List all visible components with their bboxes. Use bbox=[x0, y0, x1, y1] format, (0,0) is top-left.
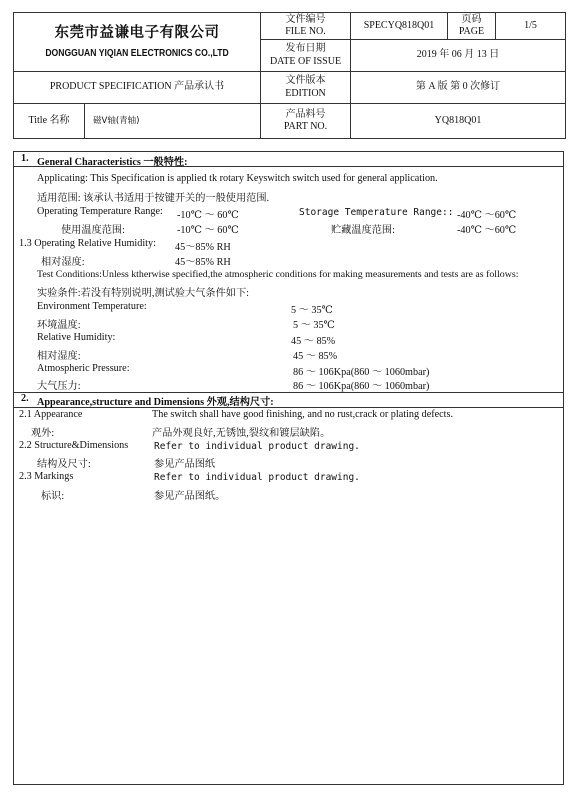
env-temp-cn: 环境温度: bbox=[37, 320, 81, 331]
company-name-en: DONGGUAN YIQIAN ELECTRONICS CO.,LTD bbox=[45, 46, 229, 59]
date-value: 2019 年 06 月 13 日 bbox=[351, 40, 566, 72]
appearance-cn: 观外: bbox=[31, 428, 55, 439]
page-label-cn: 页码 bbox=[461, 13, 482, 25]
atm-pressure-cn-value: 86 ～ 106Kpa(860 ～ 1060mbar) bbox=[293, 381, 430, 392]
rh-value: 45 ～ 85% bbox=[291, 336, 336, 347]
section-2-number: 2. bbox=[21, 393, 29, 404]
humidity-value: 45～85% RH bbox=[175, 242, 231, 253]
page-value: 1/5 bbox=[496, 13, 566, 40]
markings-value: Refer to individual product drawing. bbox=[154, 472, 360, 483]
rh-cn: 相对湿度: bbox=[37, 351, 81, 362]
part-no-label-cn: 产品料号 bbox=[285, 108, 326, 120]
page-label bbox=[448, 13, 496, 40]
edition-label-en: EDITION bbox=[285, 87, 326, 99]
appearance-label: 2.1 Appearance bbox=[19, 409, 83, 420]
humidity-cn-value: 45～85% RH bbox=[175, 257, 231, 268]
env-temp-cn-value: 5 ～ 35℃ bbox=[293, 320, 335, 331]
humidity-cn: 相对湿度: bbox=[41, 257, 85, 268]
atm-pressure-label: Atmospheric Pressure: bbox=[37, 363, 130, 374]
storage-temp-cn-value: -40℃ ～60℃ bbox=[457, 225, 517, 236]
test-conditions-en: Test Conditions:Unless ktherwise specified,the atmospheric conditions for making measurements and tests are as follows: bbox=[37, 269, 519, 280]
section-1-heading: General Characteristics 一般特性: bbox=[37, 157, 188, 168]
structure-cn-value: 参见产品图纸 bbox=[154, 459, 216, 470]
storage-temp-value: -40℃ ～60℃ bbox=[457, 210, 517, 221]
spec-body bbox=[13, 151, 564, 785]
markings-cn: 标识: bbox=[41, 491, 65, 502]
product-spec-title: PRODUCT SPECIFICATION 产品承认书 bbox=[14, 72, 261, 104]
applying-en: Applicating: This Specification is applied tk rotary Keyswitch switch used for general application. bbox=[37, 173, 438, 184]
rh-cn-value: 45 ～ 85% bbox=[293, 351, 338, 362]
file-no-label-en: FILE NO. bbox=[285, 26, 326, 37]
test-conditions-cn: 实验条件:若没有特别说明,测试验大气条件如下: bbox=[37, 288, 249, 299]
op-temp-cn-value: -10℃ ～ 60℃ bbox=[177, 225, 239, 236]
env-temp-label: Environment Temperature: bbox=[37, 301, 147, 312]
edition-value: 第 A 版 第 0 次修订 bbox=[351, 72, 566, 104]
appearance-value: The switch shall have good finishing, and no rust,crack or plating defects. bbox=[152, 409, 454, 420]
title-value: 磁V轴(青轴) bbox=[85, 104, 261, 139]
file-no-label-cn: 文件编号 bbox=[285, 13, 326, 25]
applying-cn: 适用范围: 该承认书适用于按键开关的一般使用范围. bbox=[37, 193, 270, 204]
markings-label: 2.3 Markings bbox=[19, 471, 74, 482]
file-no-value: SPECYQ818Q01 bbox=[351, 13, 448, 40]
storage-temp-label: Storage Temperature Range:: bbox=[299, 207, 454, 218]
storage-temp-cn: 贮藏温度范围: bbox=[331, 225, 395, 236]
env-temp-value: 5 ～ 35℃ bbox=[291, 305, 333, 316]
edition-label-cn: 文件版本 bbox=[285, 75, 326, 86]
atm-pressure-cn: 大气压力: bbox=[37, 381, 81, 392]
op-temp-value: -10℃ ～ 60℃ bbox=[177, 210, 239, 221]
page-label-en: PAGE bbox=[458, 26, 485, 37]
title-label: Title 名称 bbox=[14, 104, 85, 139]
op-temp-label: Operating Temperature Range: bbox=[37, 206, 163, 217]
rh-label: Relative Humidity: bbox=[37, 332, 116, 343]
appearance-cn-value: 产品外观良好,无锈蚀,裂纹和镀层缺陷。 bbox=[152, 428, 331, 439]
section-1-number: 1. bbox=[21, 153, 29, 164]
structure-value: Refer to individual product drawing. bbox=[154, 441, 360, 452]
op-temp-cn: 使用温度范围: bbox=[61, 225, 125, 236]
part-no-label bbox=[261, 104, 351, 139]
humidity-label: 1.3 Operating Relative Humidity: bbox=[19, 238, 156, 249]
part-no-value: YQ818Q01 bbox=[351, 104, 566, 139]
date-label-cn: 发布日期 bbox=[285, 43, 326, 54]
edition-label bbox=[261, 72, 351, 104]
part-no-label-en: PART NO. bbox=[283, 121, 328, 132]
structure-label: 2.2 Structure&Dimensions bbox=[19, 440, 129, 451]
date-label-en: DATE OF ISSUE bbox=[269, 55, 342, 67]
markings-cn-value: 参见产品图纸。 bbox=[154, 491, 226, 502]
section-2-heading: Appearance,structure and Dimensions 外观,结构尺寸: bbox=[37, 397, 274, 408]
company-name-cn: 东莞市益谦电子有限公司 bbox=[54, 25, 220, 42]
atm-pressure-value: 86 ～ 106Kpa(860 ～ 1060mbar) bbox=[293, 367, 430, 378]
company-name-cell bbox=[14, 13, 261, 72]
structure-cn: 结构及尺寸: bbox=[37, 459, 91, 470]
document-header bbox=[13, 12, 566, 139]
date-label bbox=[261, 40, 351, 72]
file-no-label bbox=[261, 13, 351, 40]
